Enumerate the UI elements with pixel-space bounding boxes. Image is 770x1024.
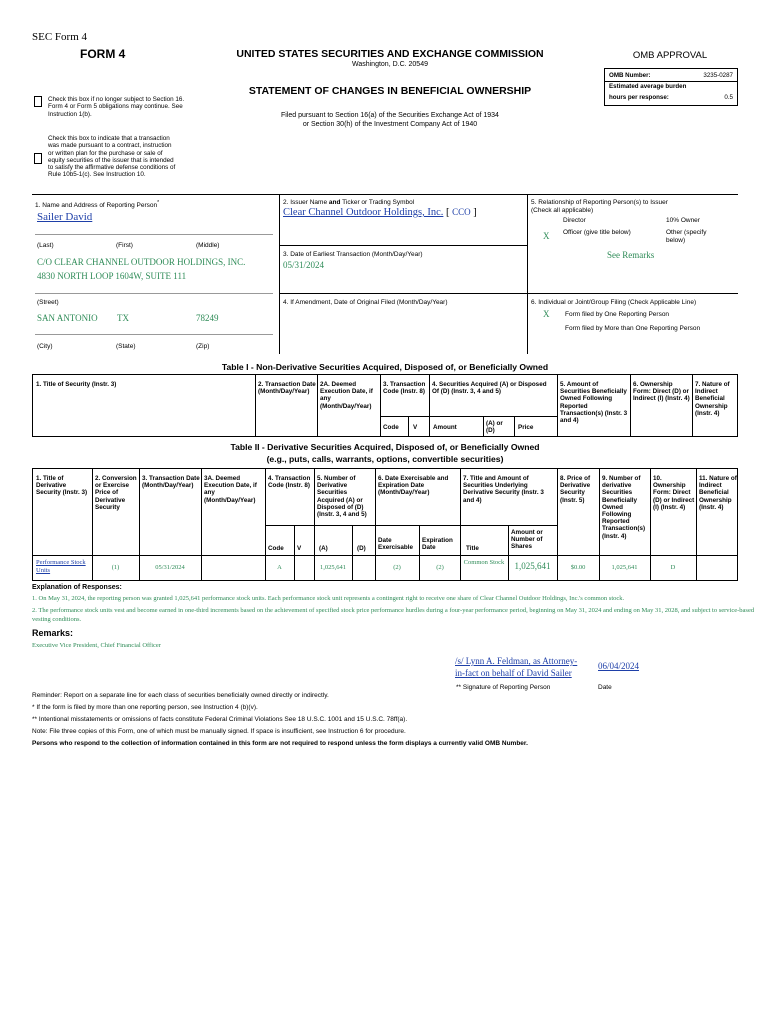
relationship-sub: (Check all applicable): [531, 207, 594, 214]
t1-sub-amount: Amount: [433, 424, 457, 431]
address-city: SAN ANTONIO: [37, 313, 98, 323]
t2-col-nature: 11. Nature of Indirect Beneficial Ownership (Instr. 4): [699, 475, 737, 511]
table1-title: Table I - Non-Derivative Securities Acquired, Disposed of, or Beneficially Owned: [221, 362, 549, 372]
t2-row-amount-a: 1,025,641: [320, 564, 346, 571]
t2-row-security[interactable]: Performance Stock Units: [36, 559, 86, 574]
table2: [32, 468, 738, 581]
t2-col-date: 3. Transaction Date (Month/Day/Year): [142, 475, 200, 490]
issuer-ticker: CCO: [452, 207, 471, 217]
address-zip: 78249: [196, 313, 219, 323]
last-name-label: (Last): [37, 242, 54, 249]
omb-approval-title: OMB APPROVAL: [632, 50, 708, 61]
state-label: (State): [116, 343, 136, 350]
t2-row-shares: 1,025,641: [514, 561, 551, 571]
t2-col-price: 8. Price of Derivative Security (Instr. 5): [560, 475, 591, 504]
t2-col-code: 4. Transaction Code (Instr. 8): [268, 475, 311, 490]
earliest-transaction-date: 05/31/2024: [283, 260, 325, 270]
t1-sub-v: V: [413, 424, 418, 431]
remarks-text: Executive Vice President, Chief Financial Officer: [32, 642, 161, 649]
reporting-person-label: 1. Name and Address of Reporting Person*: [35, 200, 160, 210]
section16-checkbox-label: Check this box if no longer subject to Section 16. Form 4 or Form 5 obligations may continue. See Instruction 1(b).: [48, 96, 185, 118]
omb-number-label: OMB Number:: [609, 72, 651, 79]
t2-col-number: 5. Number of Derivative Securities Acquired (A) or Disposed of (D) (Instr. 3, 4 and 5): [317, 475, 367, 519]
filed-pursuant-line-2: or Section 30(h) of the Investment Company Act of 1940: [302, 121, 478, 128]
t2-sub-title: Title: [466, 545, 479, 552]
officer-title: See Remarks: [607, 250, 655, 260]
t2-sub-expiration: Expiration Date: [422, 537, 453, 552]
table1: [32, 374, 738, 437]
t2-sub-a: (A): [319, 545, 328, 552]
address-state: TX: [117, 313, 129, 323]
footer-reminder: Reminder: Report on a separate line for each class of securities beneficially owned directly or indirectly.: [32, 692, 329, 699]
omb-burden-label: Estimated average burden: [609, 83, 687, 90]
agency-title: UNITED STATES SECURITIES AND EXCHANGE COMMISSION: [236, 48, 544, 60]
t1-col-ownership-form: 6. Ownership Form: Direct (D) or Indirect (I) (Instr. 4): [633, 381, 690, 403]
t1-col-amount-owned: 5. Amount of Securities Beneficially Owned Following Reported Transaction(s) (Instr. 3 and 4): [560, 381, 628, 425]
rule-10b5-checkbox-label: Check this box to indicate that a transaction was made pursuant to a contract, instruction or written plan for the purchase or sale of equity securities of the issuer that is intended to satisfy the affirmative defense conditions of Rule 10b5-1(c). See Instruction 10.: [48, 135, 176, 179]
footer-note-4: Persons who respond to the collection of information contained in this form are not required to respond unless the form displays a currently valid OMB Number.: [32, 740, 528, 747]
filing-option-one: Form filed by One Reporting Person: [565, 311, 670, 318]
address-line-1: C/O CLEAR CHANNEL OUTDOOR HOLDINGS, INC.: [37, 257, 246, 267]
t1-sub-price: Price: [518, 424, 534, 431]
middle-name-label: (Middle): [196, 242, 220, 249]
rule-10b5-checkbox[interactable]: [34, 153, 42, 164]
t1-col-code: 3. Transaction Code (Instr. 8): [383, 381, 426, 396]
t2-col-ownership-form: 10. Ownership Form: Direct (D) or Indirect (I) (Instr. 4): [653, 475, 695, 511]
agency-city: Washington, D.C. 20549: [351, 61, 428, 68]
issuer-label: 2. Issuer Name and Ticker or Trading Symbol: [283, 199, 415, 206]
t2-sub-amount-shares: Amount or Number of Shares: [511, 529, 543, 551]
omb-box: [604, 68, 738, 106]
signature-line-1[interactable]: /s/ Lynn A. Feldman, as Attorney-: [455, 656, 578, 666]
t2-row-expiration: (2): [436, 564, 444, 571]
sec-form-label: SEC Form 4: [32, 31, 88, 43]
t2-row-conversion: (1): [111, 564, 120, 571]
explanation-note-1: 1. On May 31, 2024, the reporting person was granted 1,025,641 performance stock units. Each performance stock unit represents a contingent right to receive one share of Clear Channel Outdoor Holdings, Inc.'s common stock.: [32, 595, 625, 602]
filing-check-mark: X: [543, 309, 550, 319]
address-line-2: 4830 NORTH LOOP 1604W, SUITE 111: [37, 271, 187, 281]
earliest-transaction-label: 3. Date of Earliest Transaction (Month/Day/Year): [283, 251, 423, 258]
issuer-name-row: Clear Channel Outdoor Holdings, Inc. [ CCO ]: [283, 207, 477, 218]
footer-note-3: Note: File three copies of this Form, one of which must be manually signed. If space is insufficient, see Instruction 6 for procedure.: [32, 728, 406, 735]
t2-col-underlying: 7. Title and Amount of Securities Underlying Derivative Security (Instr. 3 and 4): [463, 475, 544, 504]
statement-title: STATEMENT OF CHANGES IN BENEFICIAL OWNERSHIP: [248, 85, 532, 97]
first-name-label: (First): [116, 242, 133, 249]
section16-checkbox[interactable]: [34, 96, 42, 107]
t2-sub-date-exercisable: Date Exercisable: [378, 537, 414, 552]
issuer-name[interactable]: Clear Channel Outdoor Holdings, Inc.: [283, 207, 444, 218]
filing-option-multiple: Form filed by More than One Reporting Person: [565, 325, 701, 332]
t2-row-owned: 1,025,641: [611, 564, 638, 571]
footer-note-1: * If the form is filed by more than one reporting person, see Instruction 4 (b)(v).: [32, 704, 258, 711]
amendment-label: 4. If Amendment, Date of Original Filed (Month/Day/Year): [283, 299, 448, 306]
t1-col-date: 2. Transaction Date (Month/Day/Year): [258, 381, 316, 396]
t2-sub-v: V: [297, 545, 302, 552]
table2-subtitle: (e.g., puts, calls, warrants, options, convertible securities): [266, 454, 504, 464]
signature-date-label: Date: [598, 684, 612, 691]
ten-percent-owner-option: 10% Owner: [666, 217, 700, 224]
reporting-person-name[interactable]: Sailer David: [37, 211, 93, 223]
t2-sub-d: (D): [357, 545, 366, 552]
city-label: (City): [37, 343, 53, 350]
t2-row-date-exercisable: (2): [393, 564, 401, 571]
explanation-heading: Explanation of Responses:: [32, 584, 122, 591]
table2-title: Table II - Derivative Securities Acquired, Disposed of, or Beneficially Owned: [230, 442, 540, 452]
other-option: Other (specify below): [666, 229, 707, 244]
t2-row-code: A: [277, 564, 282, 571]
street-label: (Street): [37, 299, 59, 306]
officer-check-mark: X: [543, 231, 550, 241]
t2-col-owned: 9. Number of derivative Securities Beneficially Owned Following Reported Transaction(s) (Instr. 4): [602, 475, 646, 540]
officer-option: Officer (give title below): [563, 229, 631, 236]
t1-col-title: 1. Title of Security (Instr. 3): [36, 381, 117, 388]
t1-col-acquired: 4. Securities Acquired (A) or Disposed Of (D) (Instr. 3, 4 and 5): [432, 381, 547, 396]
explanation-note-2: 2. The performance stock units vest and become earned in one-third increments based on the achievement of specified stock price performance hurdles during a four-year performance period, beginning on May 31, 2024 and ending on May 31, 2028, and subject to service-based vesting conditions.: [32, 607, 755, 623]
t2-col-deemed: 3A. Deemed Execution Date, if any (Month/Day/Year): [204, 475, 257, 504]
remarks-heading: Remarks:: [32, 628, 74, 638]
t2-col-conversion: 2. Conversion or Exercise Price of Derivative Security: [95, 475, 137, 511]
filed-pursuant-line-1: Filed pursuant to Section 16(a) of the Securities Exchange Act of 1934: [281, 112, 499, 119]
zip-label: (Zip): [196, 343, 210, 350]
t2-col-title: 1. Title of Derivative Security (Instr. 3): [36, 475, 88, 497]
signature-date: 06/04/2024: [598, 661, 640, 671]
t1-sub-code: Code: [383, 424, 399, 431]
omb-hours-value: 0.5: [724, 94, 733, 101]
t2-col-exercisable: 6. Date Exercisable and Expiration Date (Month/Day/Year): [378, 475, 449, 497]
director-option: Director: [563, 217, 586, 224]
form-title: FORM 4: [80, 47, 126, 61]
relationship-label: 5. Relationship of Reporting Person(s) to Issuer: [531, 199, 668, 206]
omb-hours-label: hours per response:: [609, 94, 669, 101]
signature-line-2[interactable]: in-fact on behalf of David Sailer: [455, 668, 572, 678]
t1-col-nature: 7. Nature of Indirect Beneficial Ownership (Instr. 4): [695, 381, 730, 417]
t2-row-date: 05/31/2024: [155, 564, 185, 571]
signature-label: ** Signature of Reporting Person: [456, 684, 551, 691]
omb-number-value: 3235-0287: [703, 72, 733, 79]
t1-col-deemed: 2A. Deemed Execution Date, if any (Month/Day/Year): [320, 381, 373, 410]
t1-sub-a-or-d: (A) or (D): [486, 420, 503, 435]
t2-row-price: $0.00: [570, 564, 586, 571]
t2-row-title: Common Stock: [463, 559, 505, 566]
filing-label: 6. Individual or Joint/Group Filing (Check Applicable Line): [531, 299, 697, 306]
t2-row-form: D: [670, 564, 676, 571]
footer-note-2: ** Intentional misstatements or omissions of facts constitute Federal Criminal Violations See 18 U.S.C. 1001 and 15 U.S.C. 78ff(a).: [32, 716, 408, 723]
t2-sub-code: Code: [268, 545, 284, 552]
